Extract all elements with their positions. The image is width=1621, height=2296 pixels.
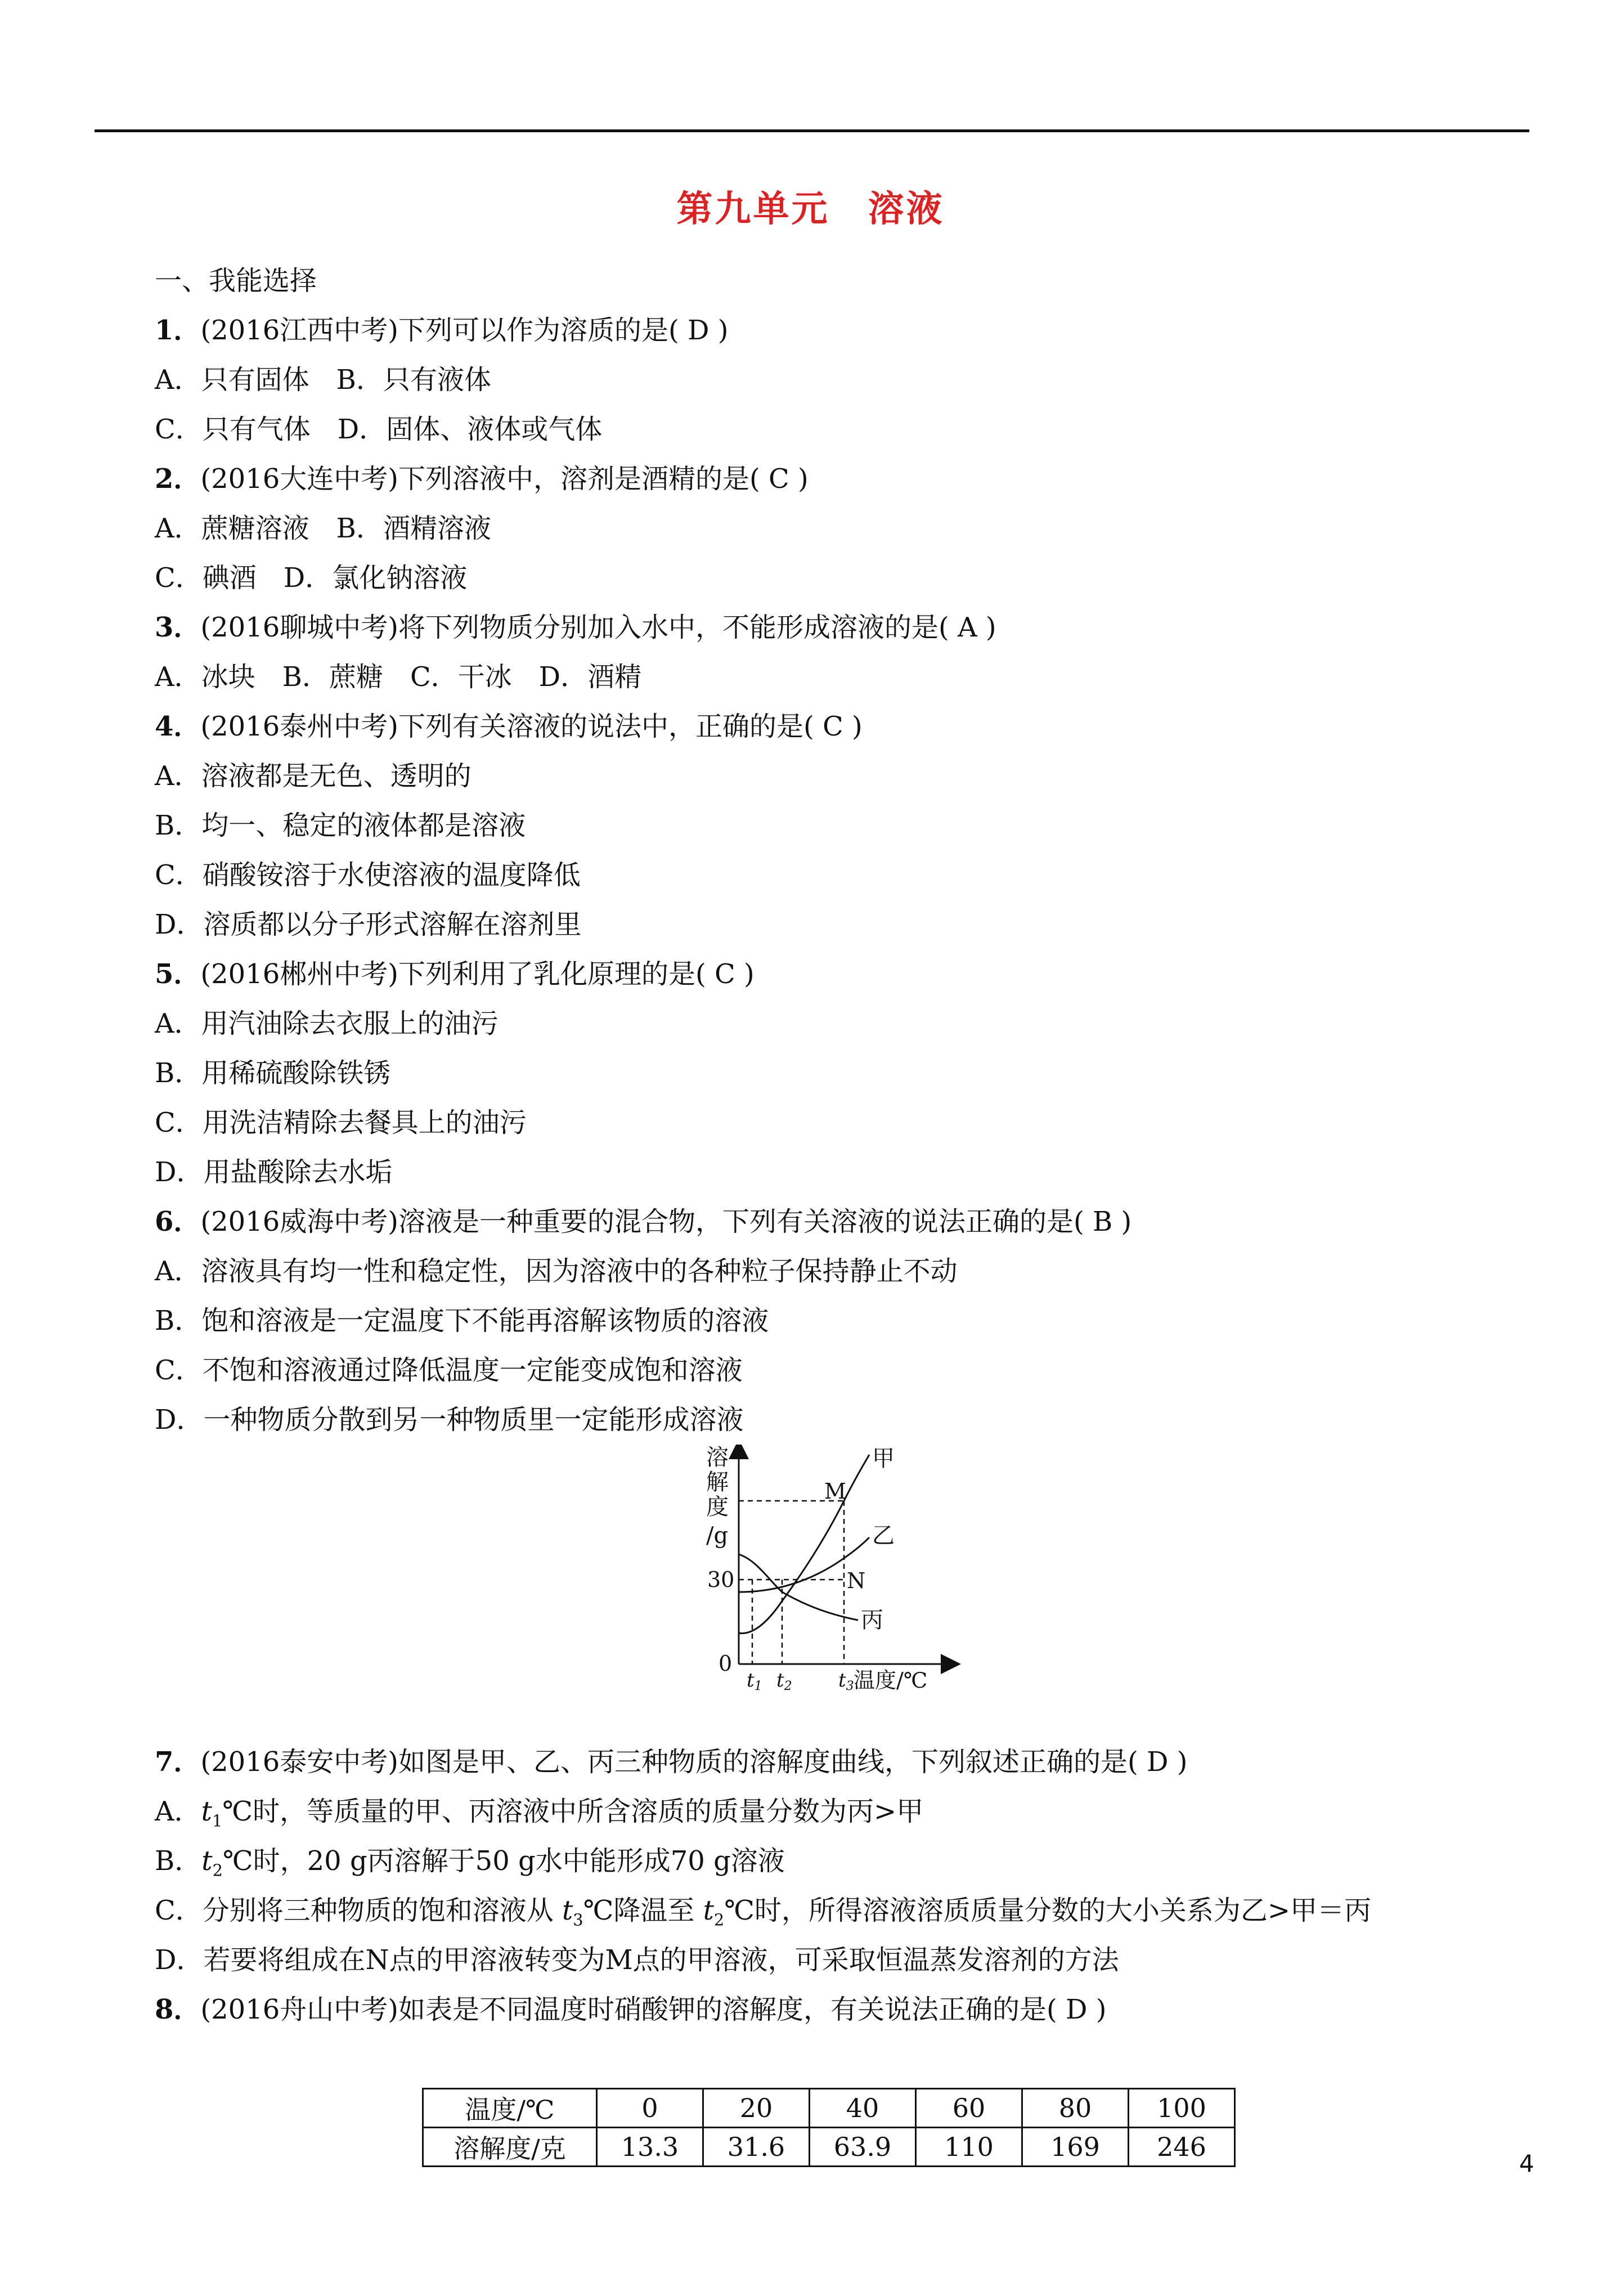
table-cell: 246 (1129, 2128, 1235, 2167)
question-5-option-d: D．用盐酸除去水垢 (155, 1156, 393, 1188)
question-number: 2． (155, 463, 201, 495)
x-tick-t3: t3 (838, 1669, 854, 1693)
question-text: (2016郴州中考)下列利用了乳化原理的是( C ) (200, 958, 755, 990)
table-cell: 110 (916, 2128, 1022, 2167)
y-tick-30: 30 (707, 1567, 735, 1592)
question-7-option-d: D．若要将组成在N点的甲溶液转变为M点的甲溶液，可采取恒温蒸发溶剂的方法 (155, 1944, 1119, 1976)
question-2-options-2: C．碘酒 D．氯化钠溶液 (155, 562, 468, 594)
question-number: 5． (155, 958, 201, 990)
x-tick-t2: t2 (776, 1669, 792, 1693)
page-title: 第九单元 溶液 (676, 188, 945, 230)
question-number: 7． (155, 1746, 201, 1778)
question-3 (155, 603, 1505, 652)
table-cell: 40 (810, 2089, 916, 2128)
x-axis-label: 温度/℃ (854, 1668, 928, 1693)
table-cell: 63.9 (810, 2128, 916, 2167)
curve-label-jia: 甲 (872, 1446, 895, 1472)
question-1 (155, 306, 1505, 355)
question-text: (2016江西中考)下列可以作为溶质的是( D ) (200, 315, 729, 346)
question-8 (155, 1985, 1505, 2034)
question-4-option-c: C．硝酸铵溶于水使溶液的温度降低 (155, 859, 581, 891)
table-cell: 0 (597, 2089, 703, 2128)
question-7-option-a: A．$t_1℃$时，等质量的甲、丙溶液中所含溶质的质量分数为丙>甲 (155, 1796, 924, 1831)
question-4-option-a: A．溶液都是无色、透明的 (155, 760, 472, 792)
y-label-1: 溶 (706, 1445, 729, 1470)
table-cell: 20 (703, 2089, 810, 2128)
point-label-m: M (824, 1479, 846, 1504)
point-label-n: N (847, 1568, 866, 1593)
question-text: (2016大连中考)下列溶液中，溶剂是酒精的是( C ) (200, 463, 809, 495)
question-number: 3． (155, 612, 201, 643)
table-cell: 100 (1129, 2089, 1235, 2128)
solubility-curve-svg (706, 1445, 999, 1737)
question-6 (155, 1197, 1505, 1246)
solubility-table-wrap (155, 2034, 1505, 2175)
section-heading: 一、我能选择 (155, 265, 317, 297)
question-5-option-a: A．用汽油除去衣服上的油污 (155, 1008, 499, 1039)
table-cell: 31.6 (703, 2128, 810, 2167)
table-header-cell: 温度/℃ (423, 2089, 597, 2128)
question-7 (155, 1737, 1505, 1787)
table-cell: 60 (916, 2089, 1022, 2128)
solubility-table (422, 2088, 1236, 2167)
question-6-option-a: A．溶液具有均一性和稳定性，因为溶液中的各种粒子保持静止不动 (155, 1255, 958, 1287)
question-5-option-b: B．用稀硫酸除铁锈 (155, 1057, 391, 1089)
question-6-option-d: D．一种物质分散到另一种物质里一定能形成溶液 (155, 1404, 744, 1436)
table-row (423, 2128, 1235, 2167)
table-cell: 80 (1022, 2089, 1129, 2128)
question-6-option-b: B．饱和溶液是一定温度下不能再溶解该物质的溶液 (155, 1305, 769, 1337)
question-4-option-d: D．溶质都以分子形式溶解在溶剂里 (155, 909, 582, 940)
question-7-option-c: C．分别将三种物质的饱和溶液从 $t_3℃$降温至 $t_2℃$时，所得溶液溶质质量分数的大小关系为乙>甲＝丙 (155, 1895, 1372, 1930)
y-label-2: 解 (706, 1469, 729, 1495)
origin-label: 0 (719, 1651, 733, 1676)
question-4 (155, 702, 1505, 751)
y-label-4: /g (706, 1523, 729, 1549)
table-header-cell: 溶解度/克 (423, 2128, 597, 2167)
question-5 (155, 949, 1505, 999)
page-number: 4 (1519, 2150, 1534, 2177)
table-cell: 13.3 (597, 2128, 703, 2167)
question-2 (155, 454, 1505, 504)
question-text: (2016泰州中考)下列有关溶液的说法中，正确的是( C ) (200, 711, 863, 742)
question-1-options-1: A．只有固体 B．只有液体 (155, 364, 491, 396)
solubility-curve-figure (155, 1445, 1505, 1737)
question-7-option-b: B．$t_2℃$时，20 g丙溶解于50 g水中能形成70 g溶液 (155, 1845, 785, 1880)
question-2-options-1: A．蔗糖溶液 B．酒精溶液 (155, 513, 491, 544)
question-number: 1． (155, 315, 201, 346)
header-rule (95, 129, 1529, 132)
document-body (155, 256, 1505, 2175)
question-text: (2016舟山中考)如表是不同温度时硝酸钾的溶解度，有关说法正确的是( D ) (200, 1994, 1107, 2025)
question-text: (2016聊城中考)将下列物质分别加入水中，不能形成溶液的是( A ) (200, 612, 996, 643)
x-tick-t1: t1 (747, 1669, 762, 1693)
question-number: 4． (155, 711, 201, 742)
curve-label-bing: 丙 (861, 1607, 883, 1633)
question-1-options-2: C．只有气体 D．固体、液体或气体 (155, 414, 603, 445)
question-number: 6． (155, 1206, 201, 1237)
curve-bing (739, 1554, 858, 1620)
curve-jia (739, 1455, 869, 1633)
question-number: 8． (155, 1994, 201, 2025)
question-3-options: A．冰块 B．蔗糖 C．干冰 D．酒精 (155, 661, 642, 693)
question-6-option-c: C．不饱和溶液通过降低温度一定能变成饱和溶液 (155, 1355, 743, 1386)
question-5-option-c: C．用洗洁精除去餐具上的油污 (155, 1107, 527, 1138)
question-4-option-b: B．均一、稳定的液体都是溶液 (155, 810, 526, 841)
curve-label-yi: 乙 (872, 1523, 895, 1549)
question-text: (2016威海中考)溶液是一种重要的混合物，下列有关溶液的说法正确的是( B ) (200, 1206, 1132, 1237)
question-text: (2016泰安中考)如图是甲、乙、丙三种物质的溶解度曲线，下列叙述正确的是( D ) (200, 1746, 1188, 1778)
y-label-3: 度 (706, 1494, 729, 1520)
table-cell: 169 (1022, 2128, 1129, 2167)
table-row (423, 2089, 1235, 2128)
